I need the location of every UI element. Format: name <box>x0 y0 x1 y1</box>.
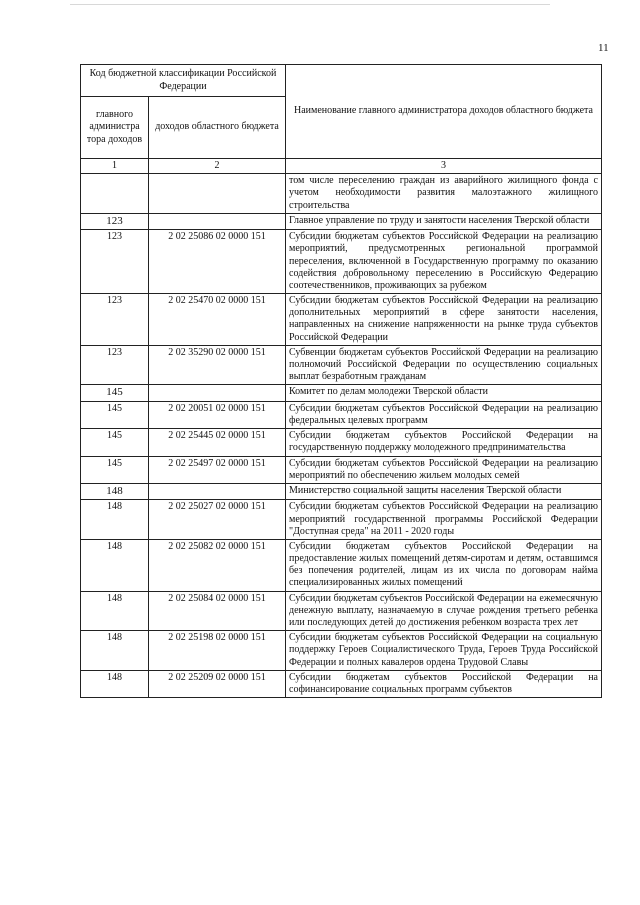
column-index: 3 <box>286 159 602 174</box>
revenue-name-cell: Субсидии бюджетам субъектов Российской Федерации на социальную поддержку Героев Социалистического Труда, Героев Труда Российской Федерации и полных кавалеров ордена Трудовой Славы <box>286 631 602 671</box>
revenue-name-cell: Субсидии бюджетам субъектов Российской Федерации на реализацию дополнительных мероприятий в сфере занятости населения, направленных на снижение напряженности на рынке труда субъектов Российской Федерации <box>286 294 602 346</box>
admin-code-cell: 123 <box>81 230 149 294</box>
admin-code-cell: 123 <box>81 213 149 229</box>
table-row <box>81 670 602 697</box>
revenue-name-cell: Субсидии бюджетам субъектов Российской Федерации на реализацию мероприятий, предусмотренных региональной программой переселения, включенной в Государственную программу по оказанию содействия добровольному переселению в Российскую Федерацию соотечественников, проживающих за рубежом <box>286 230 602 294</box>
column-index: 2 <box>149 159 286 174</box>
table-row <box>81 294 602 346</box>
column-index: 1 <box>81 159 149 174</box>
table-row <box>81 456 602 483</box>
revenue-code-cell: 2 02 25209 02 0000 151 <box>149 670 286 697</box>
revenue-name-cell: Комитет по делам молодежи Тверской области <box>286 385 602 401</box>
admin-code-cell: 148 <box>81 631 149 671</box>
revenue-code-cell: 2 02 25470 02 0000 151 <box>149 294 286 346</box>
revenue-code-cell: 2 02 35290 02 0000 151 <box>149 345 286 385</box>
header-regional-revenue: доходов областного бюджета <box>149 97 286 159</box>
admin-code-cell: 148 <box>81 539 149 591</box>
admin-code-cell: 148 <box>81 670 149 697</box>
admin-code-cell: 145 <box>81 401 149 428</box>
revenue-name-cell: Субсидии бюджетам субъектов Российской Федерации на государственную поддержку молодежного предпринимательства <box>286 429 602 456</box>
header-main-administrator: главного администра тора доходов <box>81 97 149 159</box>
admin-code-cell: 145 <box>81 429 149 456</box>
revenue-name-cell: Министерство социальной защиты населения Тверской области <box>286 483 602 499</box>
admin-code-cell: 148 <box>81 483 149 499</box>
revenue-name-cell: Субсидии бюджетам субъектов Российской Федерации на реализацию федеральных целевых программ <box>286 401 602 428</box>
admin-code-cell: 145 <box>81 456 149 483</box>
page-number: 11 <box>598 42 609 54</box>
table-section-row <box>81 213 602 229</box>
revenue-name-cell: Субсидии бюджетам субъектов Российской Федерации на софинансирование социальных программ субъектов <box>286 670 602 697</box>
revenue-code-cell <box>149 174 286 214</box>
header-classification-code: Код бюджетной классификации Российской Федерации <box>81 65 286 97</box>
revenue-code-cell: 2 02 25082 02 0000 151 <box>149 539 286 591</box>
admin-code-cell: 123 <box>81 294 149 346</box>
table-row <box>81 539 602 591</box>
revenue-administrators-table <box>80 64 602 698</box>
revenue-code-cell: 2 02 25084 02 0000 151 <box>149 591 286 631</box>
revenue-code-cell <box>149 483 286 499</box>
table-section-row <box>81 385 602 401</box>
revenue-name-cell: Субсидии бюджетам субъектов Российской Федерации на ежемесячную денежную выплату, назначаемую в случае рождения третьего ребенка или последующих детей до достижения ребенком возраста трех лет <box>286 591 602 631</box>
table-row <box>81 500 602 540</box>
revenue-code-cell: 2 02 25198 02 0000 151 <box>149 631 286 671</box>
scan-edge-line <box>70 4 550 5</box>
table-section-row <box>81 483 602 499</box>
revenue-name-cell: Субвенции бюджетам субъектов Российской Федерации на реализацию полномочий Российской Федерации по осуществлению социальных выплат безработным гражданам <box>286 345 602 385</box>
table-row <box>81 429 602 456</box>
table-row <box>81 174 602 214</box>
revenue-code-cell <box>149 213 286 229</box>
table-row <box>81 591 602 631</box>
header-administrator-name: Наименование главного администратора доходов областного бюджета <box>286 65 602 159</box>
revenue-code-cell: 2 02 25497 02 0000 151 <box>149 456 286 483</box>
table-row <box>81 631 602 671</box>
revenue-name-cell: том числе переселению граждан из аварийного жилищного фонда с учетом необходимости развития малоэтажного жилищного строительства <box>286 174 602 214</box>
admin-code-cell <box>81 174 149 214</box>
table-row <box>81 401 602 428</box>
admin-code-cell: 148 <box>81 591 149 631</box>
revenue-name-cell: Главное управление по труду и занятости населения Тверской области <box>286 213 602 229</box>
revenue-code-cell: 2 02 25086 02 0000 151 <box>149 230 286 294</box>
table-row <box>81 345 602 385</box>
admin-code-cell: 123 <box>81 345 149 385</box>
admin-code-cell: 145 <box>81 385 149 401</box>
revenue-name-cell: Субсидии бюджетам субъектов Российской Федерации на предоставление жилых помещений детям-сиротам и детям, оставшимся без попечения родителей, лицам из их числа по договорам найма специализированных жилых помещений <box>286 539 602 591</box>
revenue-code-cell: 2 02 20051 02 0000 151 <box>149 401 286 428</box>
revenue-code-cell: 2 02 25027 02 0000 151 <box>149 500 286 540</box>
admin-code-cell: 148 <box>81 500 149 540</box>
table-row <box>81 230 602 294</box>
revenue-code-cell: 2 02 25445 02 0000 151 <box>149 429 286 456</box>
revenue-name-cell: Субсидии бюджетам субъектов Российской Федерации на реализацию мероприятий государственной программы Российской Федерации "Доступная среда" на 2011 - 2020 годы <box>286 500 602 540</box>
revenue-name-cell: Субсидии бюджетам субъектов Российской Федерации на реализацию мероприятий по обеспечению жильем молодых семей <box>286 456 602 483</box>
revenue-code-cell <box>149 385 286 401</box>
